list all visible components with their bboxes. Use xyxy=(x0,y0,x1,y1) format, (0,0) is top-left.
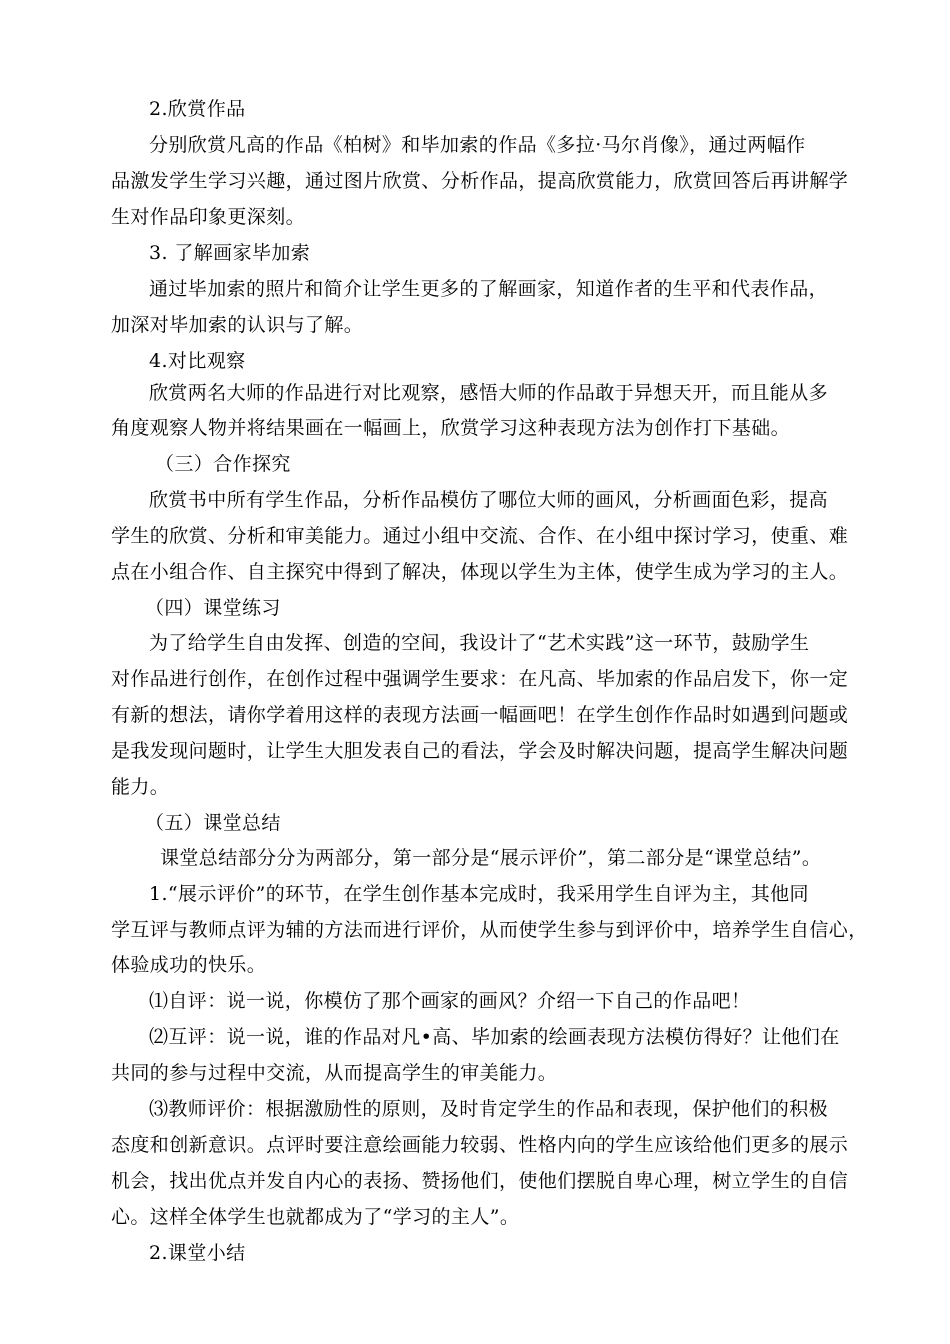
paragraph-line: 学互评与教师点评为辅的方法而进行评价，从而使学生参与到评价中，培养学生自信心， xyxy=(111,919,868,941)
paragraph-line: 对作品进行创作，在创作过程中强调学生要求：在凡高、毕加索的作品启发下，你一定 xyxy=(111,668,849,690)
paragraph-line: ⑵互评：说一说，谁的作品对凡•高、毕加索的绘画表现方法模仿得好？让他们在 xyxy=(149,1026,840,1048)
paragraph-line: 共同的参与过程中交流，从而提高学生的审美能力。 xyxy=(111,1062,558,1084)
section-heading-practice: （四）课堂练习 xyxy=(145,597,281,619)
paragraph-line: 欣赏书中所有学生作品，分析作品模仿了哪位大师的画风，分析画面色彩，提高 xyxy=(149,489,829,511)
paragraph-line: 心。这样全体学生也就都成为了“学习的主人”。 xyxy=(111,1206,520,1228)
paragraph-line: 点在小组合作、自主探究中得到了解决，体现以学生为主体，使学生成为学习的主人。 xyxy=(111,561,849,583)
paragraph-line: 1.“展示评价”的环节，在学生创作基本完成时，我采用学生自评为主，其他同 xyxy=(149,883,809,905)
heading-know-picasso: 3. 了解画家毕加索 xyxy=(149,242,311,264)
paragraph-line: 学生的欣赏、分析和审美能力。通过小组中交流、合作、在小组中探讨学习，使重、难 xyxy=(111,525,849,547)
paragraph-line: ⑶教师评价：根据激励性的原则，及时肯定学生的作品和表现，保护他们的积极 xyxy=(149,1098,829,1120)
section-heading-cooperate: （三）合作探究 xyxy=(155,453,291,475)
paragraph-line: ⑴自评：说一说，你模仿了那个画家的画风？介绍一下自己的作品吧！ xyxy=(149,990,751,1012)
paragraph-line: 欣赏两名大师的作品进行对比观察，感悟大师的作品敢于异想天开，而且能从多 xyxy=(149,382,829,404)
paragraph-line: 有新的想法，请你学着用这样的表现方法画一幅画吧！在学生创作作品时如遇到问题或 xyxy=(111,704,849,726)
section-heading-summary: （五）课堂总结 xyxy=(145,812,281,834)
paragraph-line: 生对作品印象更深刻。 xyxy=(111,206,306,228)
heading-appreciate-works: 2.欣赏作品 xyxy=(149,98,246,120)
paragraph-line: 加深对毕加索的认识与了解。 xyxy=(111,314,364,336)
paragraph-line: 态度和创新意识。点评时要注意绘画能力较弱、性格内向的学生应该给他们更多的展示 xyxy=(111,1134,849,1156)
paragraph-line: 课堂总结部分分为两部分，第一部分是“展示评价”，第二部分是“课堂总结”。 xyxy=(160,847,822,869)
paragraph-line: 为了给学生自由发挥、创造的空间，我设计了“艺术实践”这一环节，鼓励学生 xyxy=(149,632,810,654)
paragraph-line: 机会，找出优点并发自内心的表扬、赞扬他们，使他们摆脱自卑心理，树立学生的自信 xyxy=(111,1170,849,1192)
paragraph-line: 角度观察人物并将结果画在一幅画上，欣赏学习这种表现方法为创作打下基础。 xyxy=(111,417,791,439)
heading-compare-observe: 4.对比观察 xyxy=(149,350,246,372)
paragraph-line: 是我发现问题时，让学生大胆发表自己的看法，学会及时解决问题，提高学生解决问题 xyxy=(111,740,849,762)
paragraph-line: 通过毕加索的照片和简介让学生更多的了解画家，知道作者的生平和代表作品， xyxy=(149,278,829,300)
heading-class-summary: 2.课堂小结 xyxy=(149,1242,246,1264)
paragraph-line: 品激发学生学习兴趣，通过图片欣赏、分析作品，提高欣赏能力，欣赏回答后再讲解学 xyxy=(111,170,849,192)
paragraph-line: 体验成功的快乐。 xyxy=(111,954,267,976)
paragraph-line: 能力。 xyxy=(111,776,170,798)
paragraph-line: 分别欣赏凡高的作品《柏树》和毕加索的作品《多拉·马尔肖像》，通过两幅作 xyxy=(149,134,806,156)
